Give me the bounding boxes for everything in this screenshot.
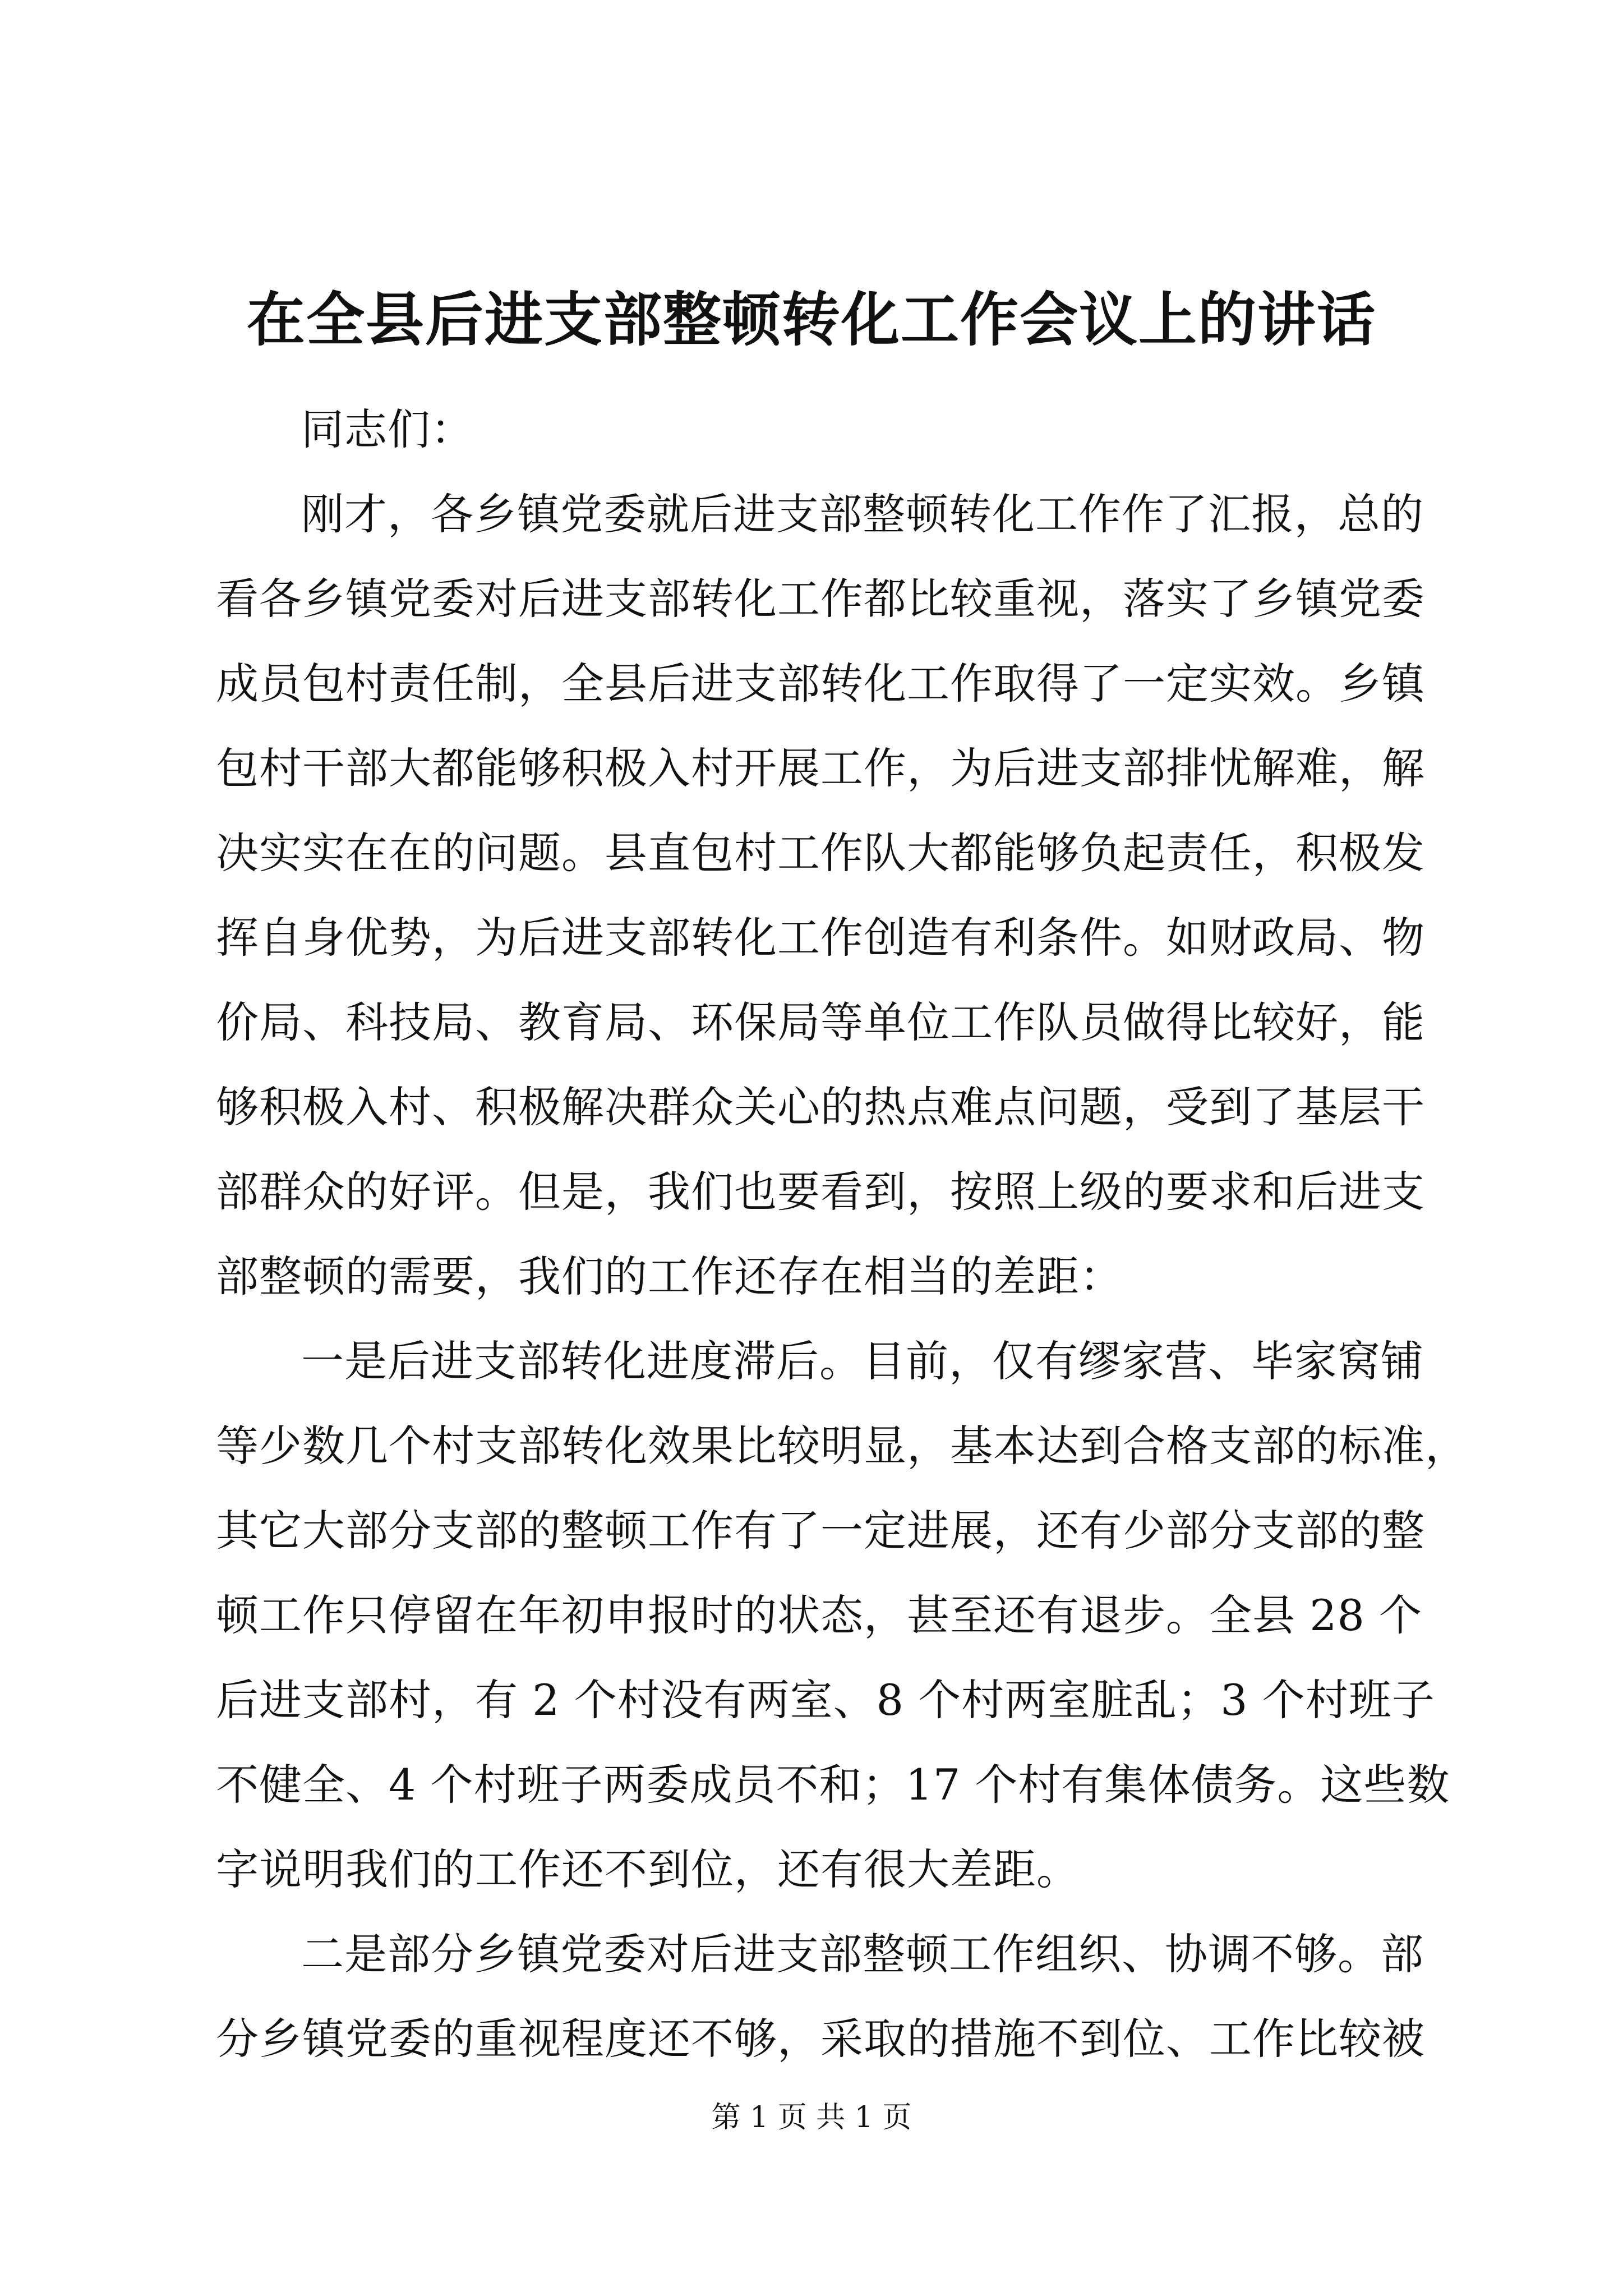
body-line: 等少数几个村支部转化效果比较明显，基本达到合格支部的标准， — [216, 1421, 1468, 1471]
document-title: 在全县后进支部整顿转化工作会议上的讲话 — [246, 285, 1376, 354]
body-line: 刚才，各乡镇党委就后进支部整顿转化工作作了汇报，总的 — [301, 489, 1424, 539]
body-line: 价局、科技局、教育局、环保局等单位工作队员做得比较好，能 — [216, 997, 1425, 1047]
body-line: 其它大部分支部的整顿工作有了一定进展，还有少部分支部的整 — [216, 1506, 1425, 1556]
body-line: 不健全、4 个村班子两委成员不和；17 个村有集体债务。这些数 — [216, 1760, 1450, 1810]
body-line: 够积极入村、积极解决群众关心的热点难点问题，受到了基层干 — [216, 1082, 1425, 1132]
document-body — [216, 387, 1468, 2081]
body-line: 包村干部大都能够积极入村开展工作，为后进支部排忧解难，解 — [216, 743, 1425, 793]
salutation-line: 同志们： — [301, 404, 474, 454]
body-line: 后进支部村，有 2 个村没有两室、8 个村两室脏乱；3 个村班子 — [216, 1675, 1435, 1725]
body-line: 部群众的好评。但是，我们也要看到，按照上级的要求和后进支 — [216, 1167, 1425, 1217]
body-line: 分乡镇党委的重视程度还不够，采取的措施不到位、工作比较被 — [216, 2014, 1425, 2064]
body-line: 一是后进支部转化进度滞后。目前，仅有缪家营、毕家窝铺 — [301, 1336, 1424, 1386]
body-line: 二是部分乡镇党委对后进支部整顿工作组织、协调不够。部 — [301, 1929, 1424, 1979]
body-line: 部整顿的需要，我们的工作还存在相当的差距： — [216, 1251, 1123, 1301]
body-line: 顿工作只停留在年初申报时的状态，甚至还有退步。全县 28 个 — [216, 1590, 1423, 1640]
body-line: 决实实在在的问题。县直包村工作队大都能够负起责任，积极发 — [216, 828, 1425, 878]
body-line: 字说明我们的工作还不到位，还有很大差距。 — [216, 1844, 1080, 1894]
body-line: 成员包村责任制，全县后进支部转化工作取得了一定实效。乡镇 — [216, 659, 1425, 708]
body-line: 挥自身优势，为后进支部转化工作创造有利条件。如财政局、物 — [216, 913, 1425, 963]
page-footer: 第 1 页 共 1 页 — [711, 2101, 912, 2134]
body-line: 看各乡镇党委对后进支部转化工作都比较重视，落实了乡镇党委 — [216, 574, 1425, 624]
